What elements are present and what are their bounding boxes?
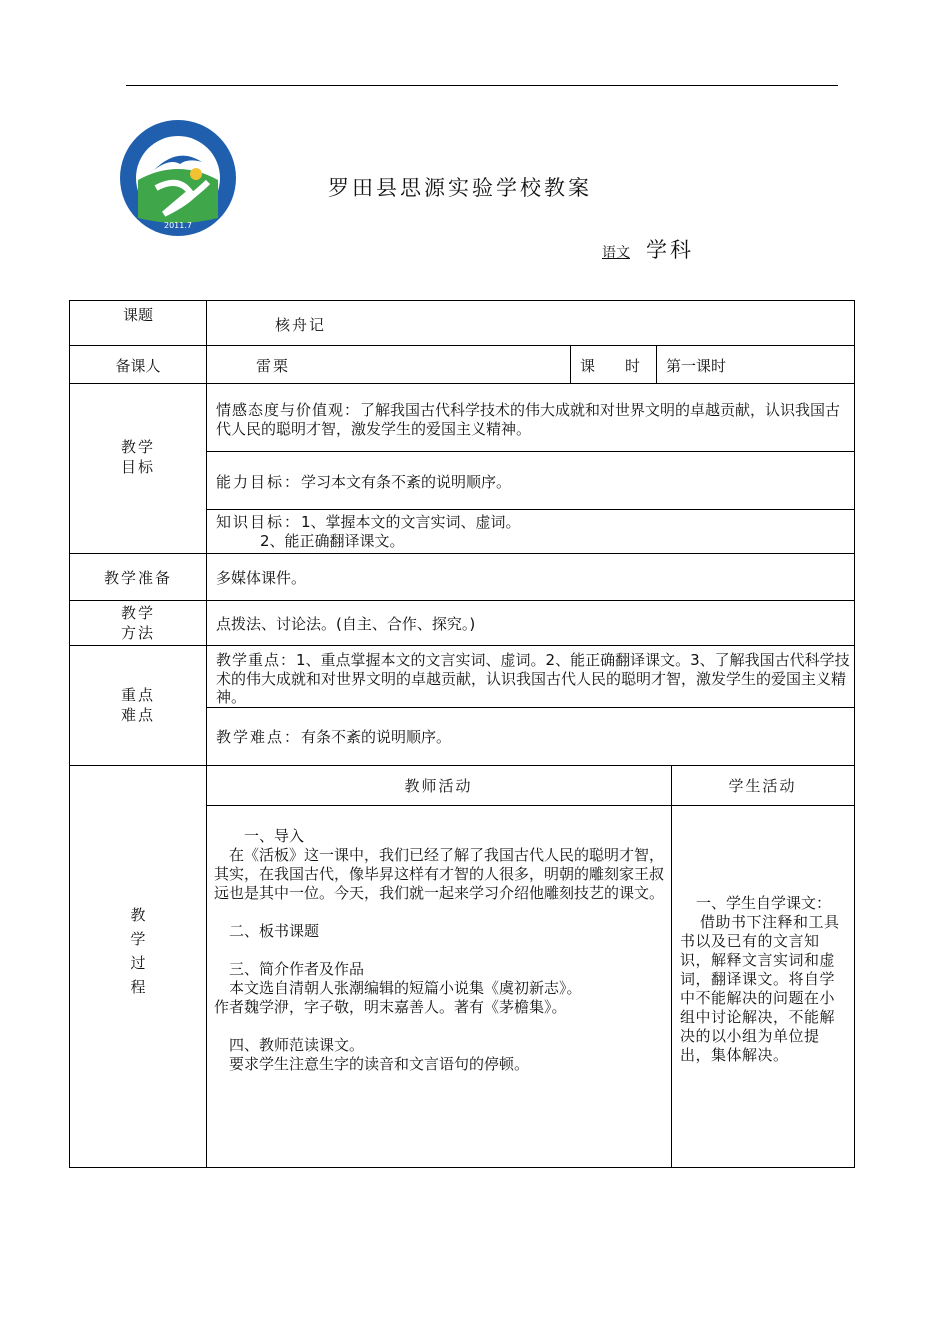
- teacher-line: 作者魏学洢，字子敬，明末嘉善人。著有《茅檐集》。: [214, 998, 567, 1016]
- prep-label: 教学准备: [103, 569, 172, 587]
- difficulty: [216, 728, 848, 747]
- prep-value: 多媒体课件。: [216, 569, 307, 587]
- teacher-line: 二、板书课题: [214, 922, 320, 940]
- preparer-value: 雷栗: [256, 357, 291, 375]
- method-label-1: 教学: [120, 604, 155, 622]
- subject-line: [590, 234, 694, 264]
- logo-year: 2011.7: [164, 221, 192, 230]
- method-value: 点拨法、讨论法。(自主、合作、探究。): [216, 615, 476, 633]
- teacher-line: 四、教师范读课文。: [214, 1036, 365, 1054]
- teacher-line: 本文选自清朝人张潮编辑的短篇小说集《虞初新志》。: [214, 979, 582, 997]
- teacher-activity: [214, 827, 666, 1074]
- student-text: 借助书下注释和工具书以及已有的文言知识，解释文言实词和虚词，翻译课文。将自学中不能解决的问题在小组中讨论解决，不能解决的以小组为单位提出，集体解决。: [680, 913, 840, 1064]
- lesson-plan-table: [69, 300, 855, 1168]
- objectives-label: [70, 437, 206, 477]
- process-label-char: 教: [130, 906, 146, 924]
- period-label: 课 时: [580, 357, 641, 375]
- student-title: 一、学生自学课文：: [696, 894, 832, 912]
- student-header: 学生活动: [728, 777, 797, 795]
- process-label: [70, 903, 206, 999]
- topic-label: 课题: [122, 306, 153, 324]
- preparer-label: 备课人: [115, 357, 161, 375]
- key-point: [216, 651, 850, 707]
- student-activity: [680, 894, 848, 1065]
- process-label-char: 学: [130, 930, 146, 948]
- objective-ability-title: 能力目标：: [216, 473, 302, 491]
- key-point-text: 1、重点掌握本文的文言实词、虚词。2、能正确翻译课文。3、了解我国古代科学技术的伟大成就和对世界文明的卓越贡献，认识我国古代人民的聪明才智，激发学生的爱国主义精神。: [216, 651, 850, 706]
- school-logo: [118, 118, 238, 238]
- objectives-label-2: 目标: [120, 458, 155, 476]
- objective-ability: [216, 473, 848, 492]
- teacher-line: [214, 1017, 666, 1036]
- objective-knowledge: [216, 513, 848, 550]
- difficulty-title: 教学难点：: [216, 728, 302, 746]
- objective-emotion-text: 了解我国古代科学技术的伟大成就和对世界文明的卓越贡献，认识我国古代人民的聪明才智，激发学生的爱国主义精神。: [216, 401, 841, 438]
- objective-knowledge-line2: 2、能正确翻译课文。: [260, 531, 405, 550]
- topic-value: 核舟记: [275, 316, 327, 334]
- teacher-line: 三、简介作者及作品: [214, 960, 365, 978]
- key-label-2: 难点: [120, 706, 155, 724]
- teacher-header: 教师活动: [404, 777, 473, 795]
- teacher-line: [214, 903, 666, 922]
- key-label-1: 重点: [120, 686, 155, 704]
- teacher-line: [214, 941, 666, 960]
- subject-suffix: 学科: [646, 238, 694, 262]
- header-rule: [126, 85, 838, 86]
- school-title: 罗田县思源实验学校教案: [328, 176, 592, 200]
- teacher-line: 一、导入: [214, 827, 305, 845]
- objective-knowledge-title: 知识目标：: [216, 513, 302, 531]
- objective-emotion-title: 情感态度与价值观：: [216, 401, 361, 419]
- objective-ability-text: 学习本文有条不紊的说明顺序。: [301, 473, 512, 491]
- method-label: [70, 603, 206, 643]
- difficulty-text: 有条不紊的说明顺序。: [301, 728, 452, 746]
- objective-emotion: [216, 401, 848, 438]
- objective-knowledge-line1: 1、掌握本文的文言实词、虚词。: [301, 513, 521, 531]
- teacher-line: 在《活板》这一课中，我们已经了解了我国古代人民的聪明才智，其实，在我国古代，像毕昇这样有才智的人很多，明朝的雕刻家王叔远也是其中一位。今天，我们就一起来学习介绍他雕刻技艺的课文。: [214, 846, 665, 902]
- process-label-char: 过: [130, 954, 146, 972]
- subject-name: 语文: [602, 245, 630, 261]
- key-point-title: 教学重点：: [216, 651, 297, 669]
- process-label-char: 程: [130, 978, 146, 996]
- objectives-label-1: 教学: [120, 438, 155, 456]
- teacher-line: 要求学生注意生字的读音和文言语句的停顿。: [214, 1055, 530, 1073]
- method-label-2: 方法: [120, 624, 155, 642]
- key-label: [70, 685, 206, 725]
- period-value: 第一课时: [666, 357, 727, 375]
